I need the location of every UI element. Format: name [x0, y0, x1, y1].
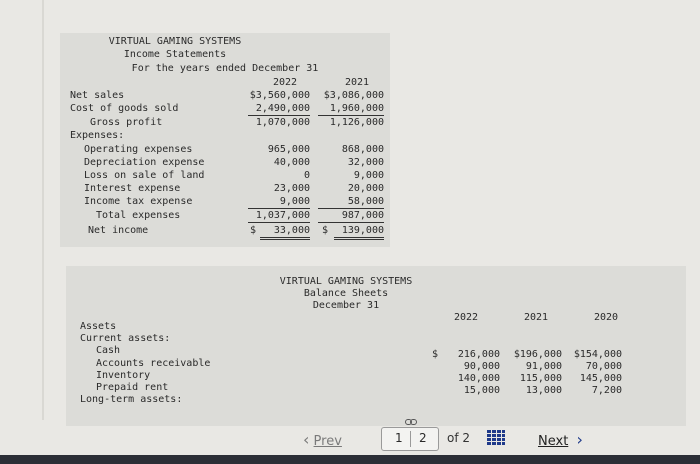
cell: 140,000: [457, 373, 500, 384]
dollar-sign: $: [432, 349, 439, 360]
cell: $3,086,000: [323, 90, 384, 101]
link-icon: [405, 418, 417, 426]
row-label: Current assets:: [80, 333, 171, 344]
taskbar-strip: [0, 455, 700, 464]
dollar-sign: $: [322, 225, 329, 236]
page-current: 1: [395, 431, 403, 445]
row-label: Total expenses: [96, 210, 181, 221]
row-label: Depreciation expense: [84, 157, 205, 168]
balance-title: Balance Sheets: [303, 288, 389, 299]
balance-sheet-panel: [66, 266, 686, 426]
cell: 2,490,000: [248, 103, 310, 116]
cell: 115,000: [519, 373, 562, 384]
page-divider: [410, 431, 411, 447]
page-two: 2: [419, 431, 427, 445]
row-label: Accounts receivable: [96, 358, 211, 369]
page-input[interactable]: [381, 427, 439, 451]
page-of-total: of 2: [447, 431, 471, 445]
balance-year: 2022: [453, 312, 479, 323]
row-label: Cost of goods sold: [70, 103, 179, 114]
cell: 1,126,000: [329, 117, 384, 128]
row-label: Prepaid rent: [96, 382, 169, 393]
cell: 139,000: [334, 225, 384, 240]
chevron-right-icon: ›: [576, 430, 583, 449]
cell: 91,000: [525, 361, 562, 372]
income-statement-panel: [60, 33, 390, 247]
row-label: Operating expenses: [84, 144, 193, 155]
prev-button[interactable]: [303, 430, 342, 449]
cell: 9,000: [248, 196, 310, 209]
row-label: Net income: [88, 225, 149, 236]
cell: 1,960,000: [318, 103, 384, 116]
cell: 58,000: [318, 196, 384, 209]
row-label: Assets: [80, 321, 117, 332]
cell: 90,000: [463, 361, 500, 372]
cell: 9,000: [353, 170, 384, 181]
cell: 13,000: [525, 385, 562, 396]
cell: 20,000: [347, 183, 384, 194]
cell: 33,000: [260, 225, 310, 240]
income-title: Income Statements: [123, 49, 227, 60]
income-company: VIRTUAL GAMING SYSTEMS: [108, 36, 242, 47]
balance-date: December 31: [312, 300, 380, 311]
cell: $3,560,000: [249, 90, 310, 101]
next-label: Next: [538, 434, 569, 449]
row-label: Expenses:: [70, 130, 125, 141]
cell: 145,000: [579, 373, 622, 384]
cell: $196,000: [513, 349, 562, 360]
chevron-left-icon: ‹: [303, 430, 310, 449]
row-label: Loss on sale of land: [84, 170, 205, 181]
grid-icon[interactable]: [487, 430, 505, 446]
cell: 987,000: [318, 210, 384, 223]
row-label: Gross profit: [90, 117, 163, 128]
balance-year: 2020: [593, 312, 619, 323]
next-button[interactable]: [538, 430, 583, 449]
income-year-b: 2021: [344, 77, 370, 88]
dollar-sign: $: [250, 225, 257, 236]
cell: 7,200: [591, 385, 622, 396]
cell: 965,000: [267, 144, 310, 155]
cell: 0: [303, 170, 310, 181]
cell: 15,000: [463, 385, 500, 396]
cell: 1,037,000: [248, 210, 310, 223]
prev-label: Prev: [313, 434, 342, 449]
row-label: Net sales: [70, 90, 125, 101]
row-label: Cash: [96, 345, 121, 356]
cell: 40,000: [273, 157, 310, 168]
cell: 70,000: [585, 361, 622, 372]
income-year-a: 2022: [272, 77, 298, 88]
cell: 216,000: [457, 349, 500, 360]
row-label: Long-term assets:: [80, 394, 183, 405]
row-label: Interest expense: [84, 183, 181, 194]
cell: 1,070,000: [255, 117, 310, 128]
income-period: For the years ended December 31: [131, 63, 319, 74]
cell: 32,000: [347, 157, 384, 168]
balance-company: VIRTUAL GAMING SYSTEMS: [279, 276, 413, 287]
page-rule: [42, 0, 44, 420]
cell: $154,000: [573, 349, 622, 360]
row-label: Inventory: [96, 370, 151, 381]
cell: 23,000: [273, 183, 310, 194]
balance-year: 2021: [523, 312, 549, 323]
cell: 868,000: [341, 144, 384, 155]
row-label: Income tax expense: [84, 196, 193, 207]
